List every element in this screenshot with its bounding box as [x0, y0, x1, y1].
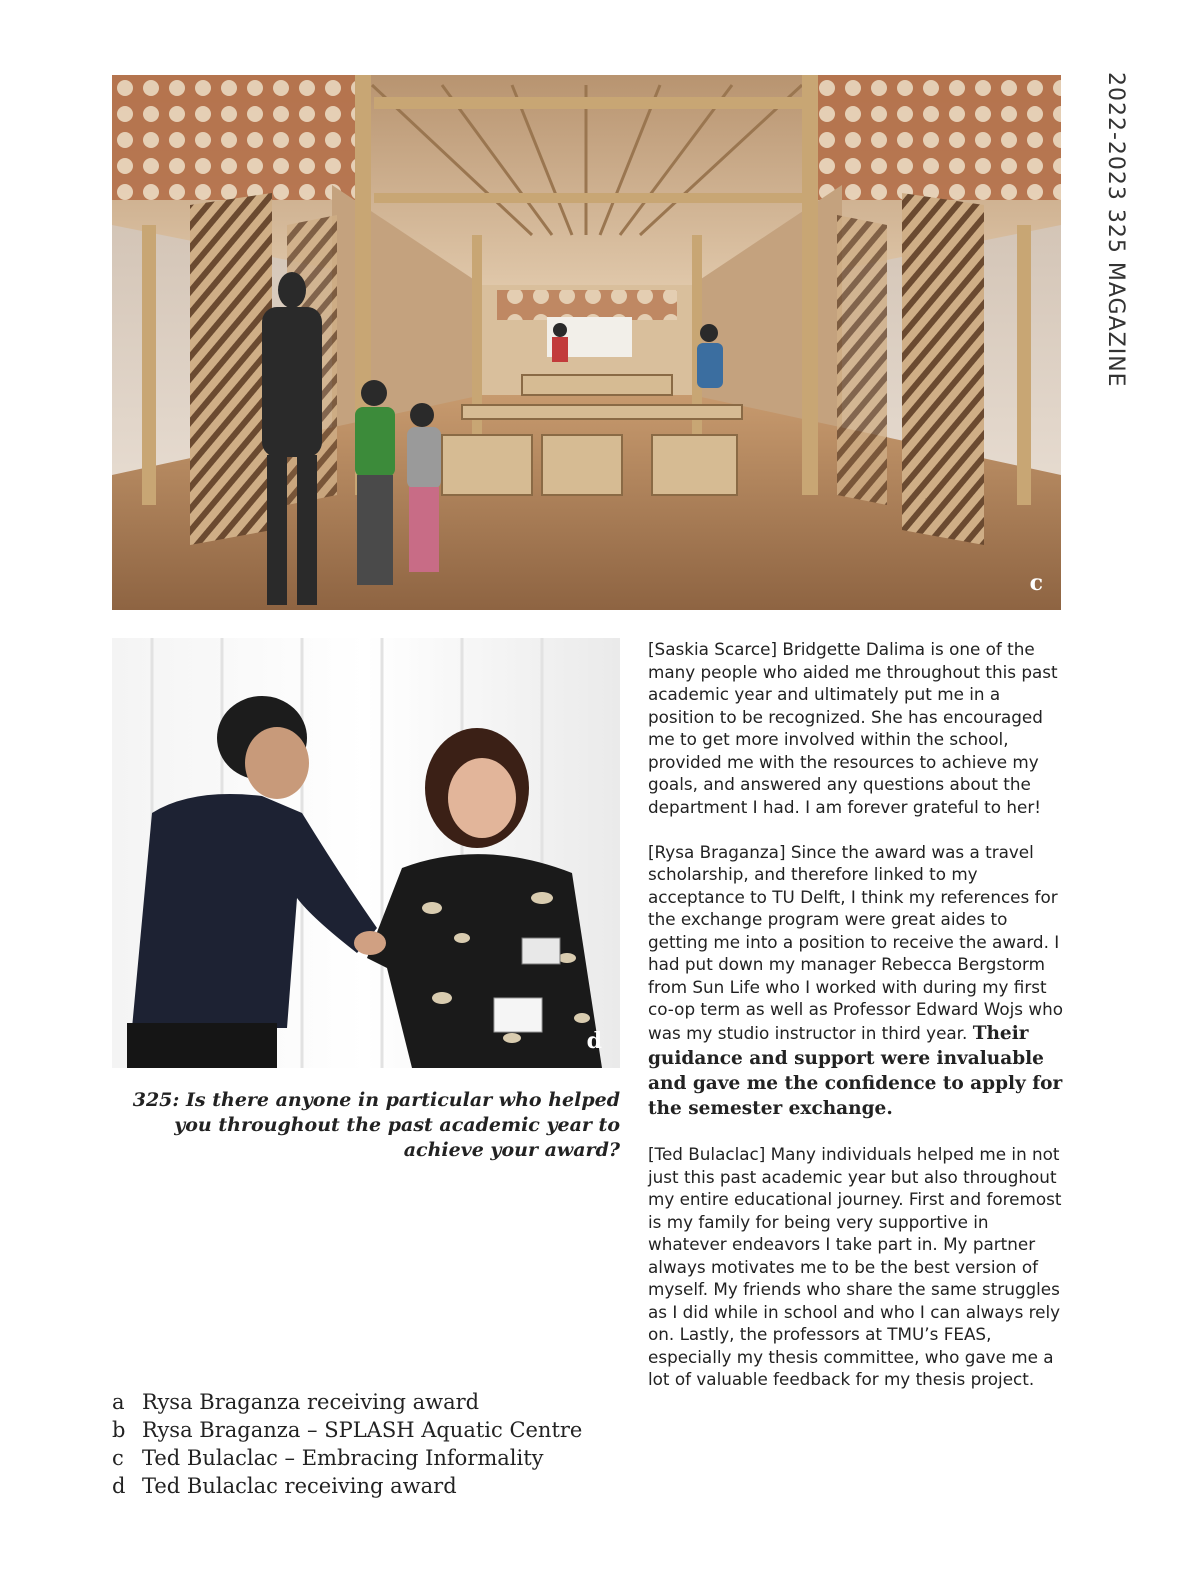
answer-saskia-scarce: [Saskia Scarce] Bridgette Dalima is one of the many people who aided me throughout this past academic year and ultimately put me in a position to be recognized. She has encouraged me to get more involved within the school, provided me with the resources to achieve my goals, and answered any questions about the department I had. I am forever grateful to her! — [648, 639, 1058, 817]
caption-row — [112, 1472, 632, 1500]
caption-letter: a — [112, 1390, 125, 1414]
caption-text: Rysa Braganza receiving award — [142, 1390, 480, 1414]
caption-row — [112, 1416, 632, 1444]
answer-ted-bulaclac: [Ted Bulaclac] Many individuals helped me in not just this past academic year but also throughout my entire educational journey. First and foremost is my family for being very supportive in whatever endeavors I take part in. My partner always motivates me to be the best version of myself. My friends who share the same struggles as I did while in school and who I can always rely on. Lastly, the professors at TMU’s FEAS, especially my thesis committee, who gave me a lot of valuable feedback for my thesis project. — [648, 1144, 1062, 1389]
answers-column — [648, 638, 1066, 1413]
caption-text: Ted Bulaclac receiving award — [142, 1474, 457, 1498]
interview-question: 325: Is there anyone in particular who helped you throughout the past academic year to achieve your award? — [132, 1089, 620, 1161]
photo-captions — [112, 1388, 632, 1500]
magazine-running-title: 2022-2023 325 MAGAZINE — [1103, 72, 1128, 388]
caption-row — [112, 1444, 632, 1472]
caption-text: Ted Bulaclac – Embracing Informality — [142, 1446, 544, 1470]
classroom-rendering-illustration — [112, 75, 1061, 610]
award-handshake-photo — [112, 638, 620, 1068]
caption-letter: c — [112, 1446, 124, 1470]
answer-rysa-braganza — [648, 841, 1066, 1121]
caption-row — [112, 1388, 632, 1416]
caption-letter: b — [112, 1418, 126, 1442]
classroom-rendering-photo — [112, 75, 1061, 610]
caption-text: Rysa Braganza – SPLASH Aquatic Centre — [142, 1418, 583, 1442]
answer-rysa-braganza-text: [Rysa Braganza] Since the award was a travel scholarship, and therefore linked to my acceptance to TU Delft, I think my references for the exchange program were great aides to getting me into a position to receive the award. I had put down my manager Rebecca Bergstorm from Sun Life who I worked with during my first co-op term as well as Professor Edward Wojs who was my studio instructor in third year. — [648, 841, 1063, 1043]
photo-label-c: c — [1029, 570, 1043, 596]
answer-rysa-braganza-emphasis: Their guidance and support were invaluable and gave me the confidence to apply for the semester exchange. — [648, 1022, 1063, 1119]
photo-label-d: d — [586, 1028, 602, 1054]
caption-letter: d — [112, 1474, 126, 1498]
award-handshake-illustration — [112, 638, 620, 1068]
